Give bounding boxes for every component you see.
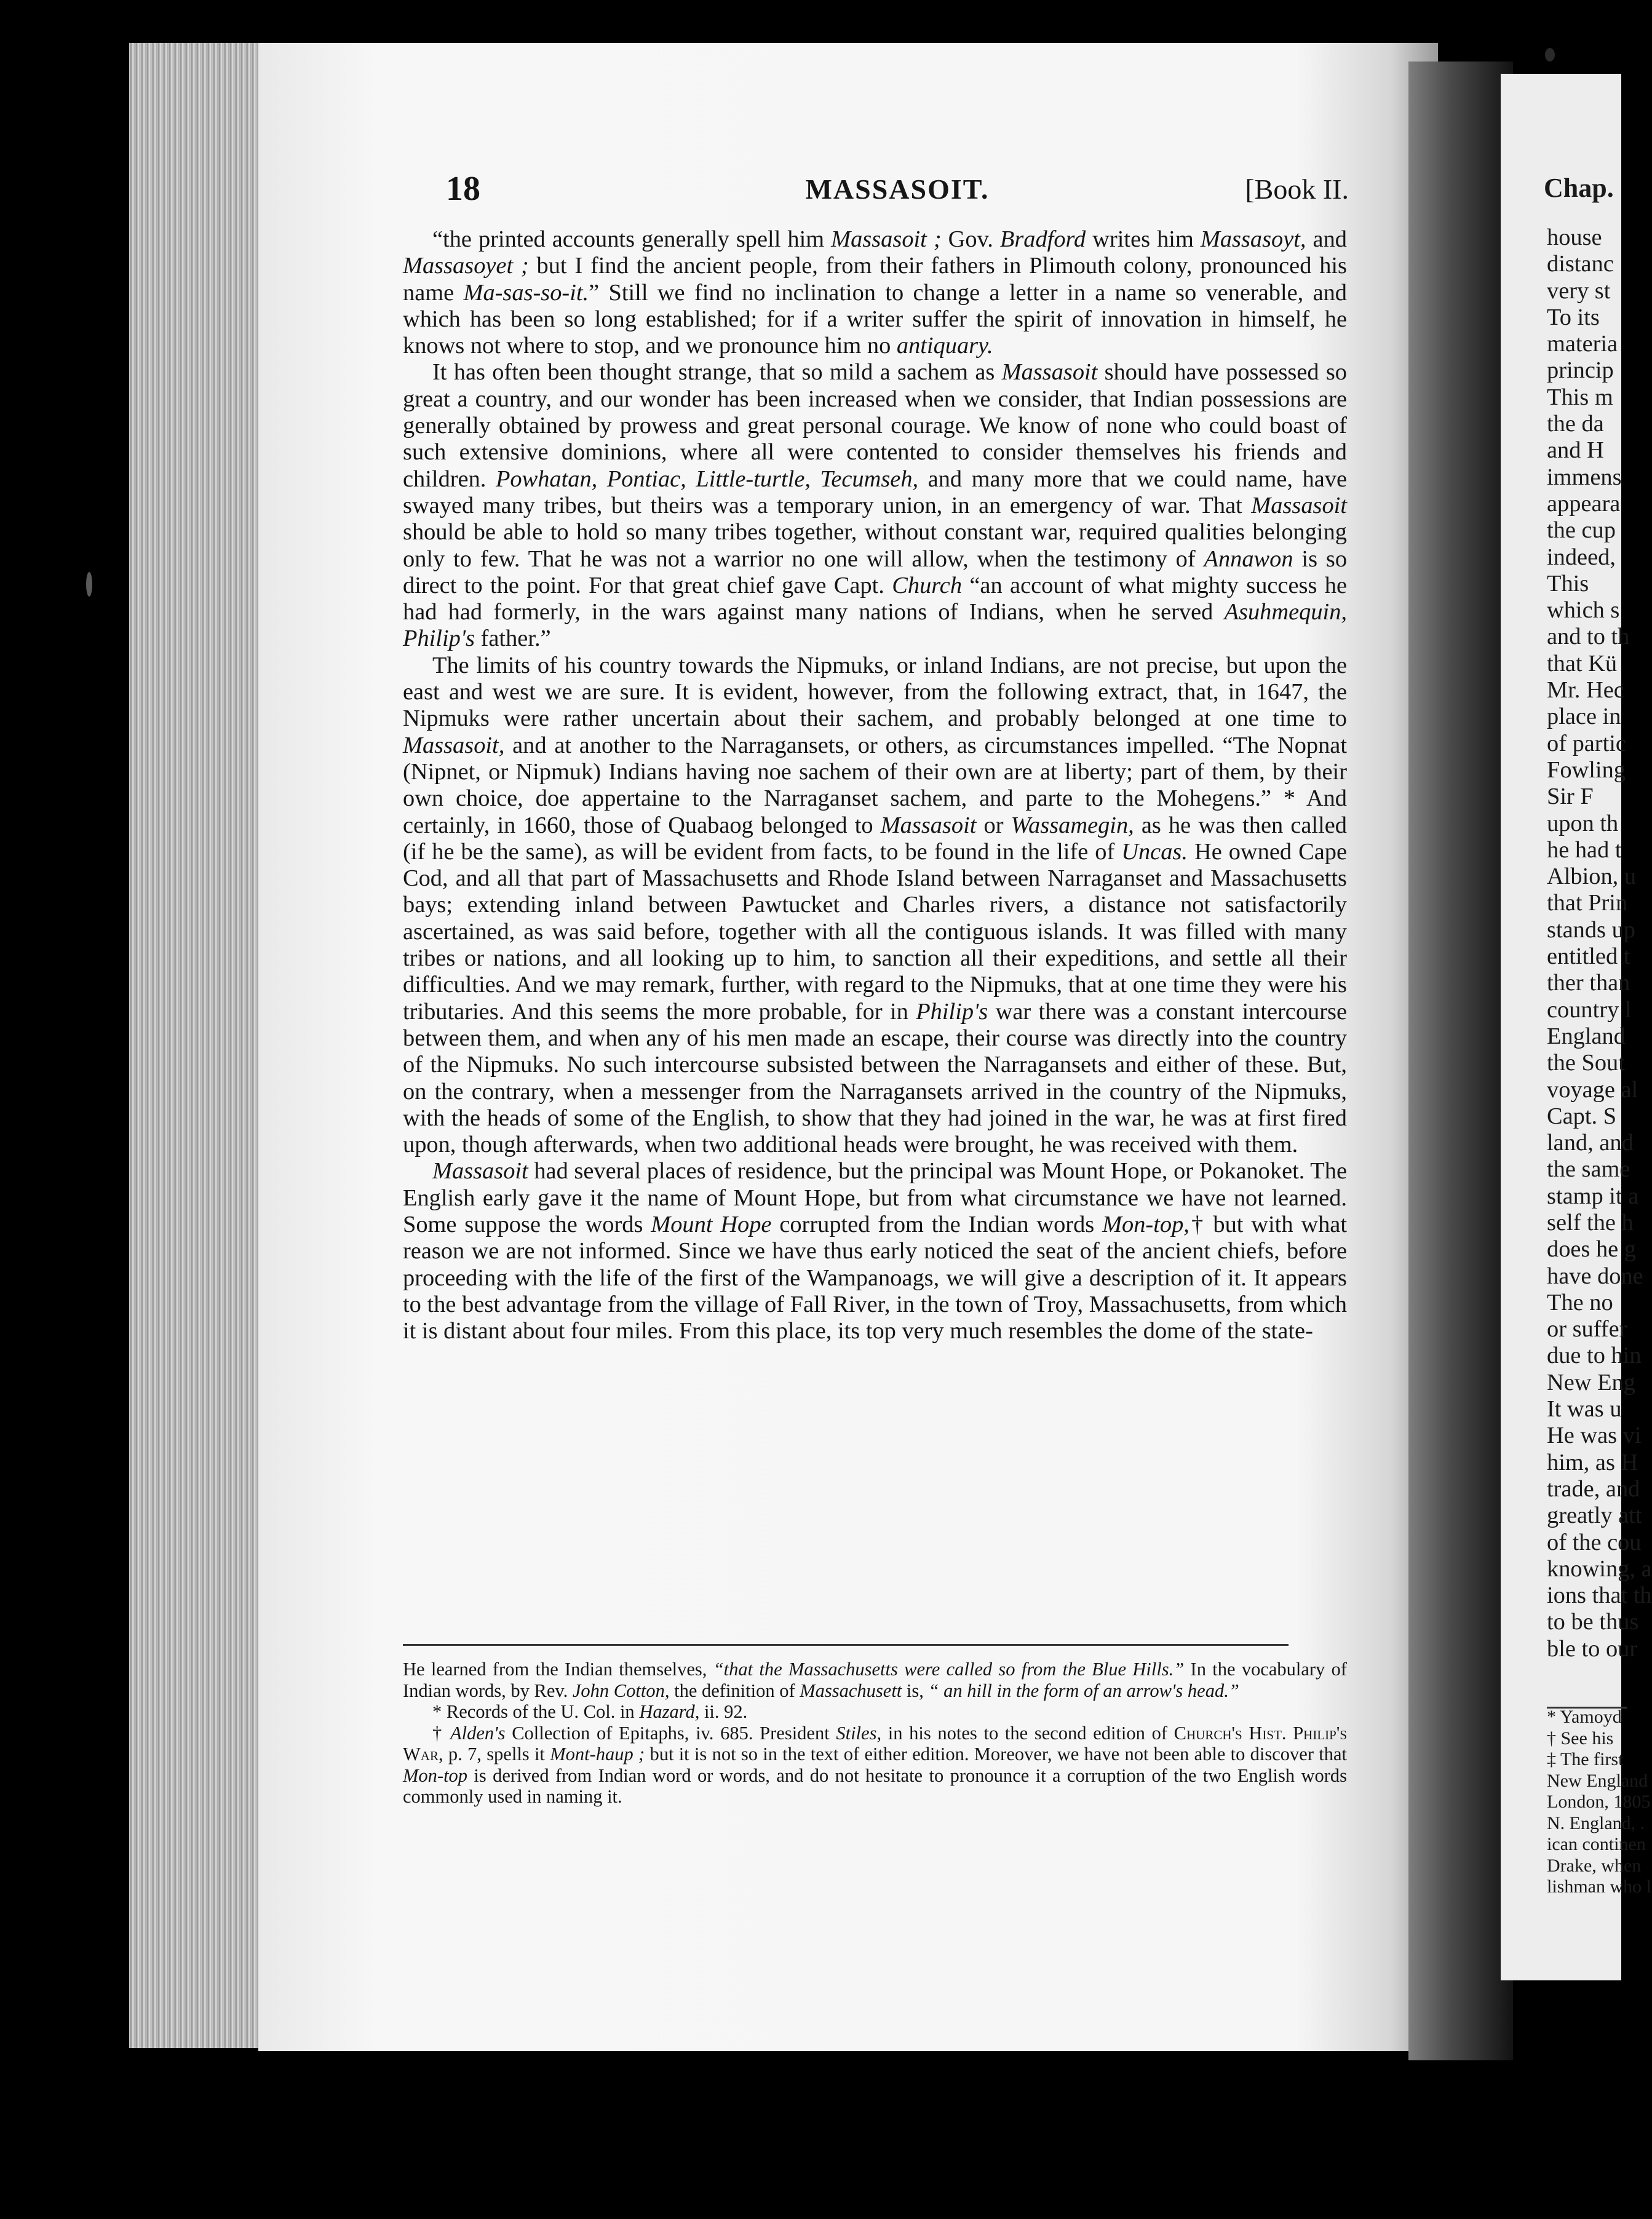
text-run: * Records of the U. Col. in: [432, 1701, 640, 1722]
facing-page-line: and to th: [1547, 624, 1630, 650]
footnote-paragraph: [403, 1659, 1347, 1701]
facing-page-line: self the h: [1547, 1209, 1634, 1236]
italic-text: Massasoit: [880, 812, 977, 838]
facing-page-line: indeed,: [1547, 544, 1616, 570]
facing-page-line: have done: [1547, 1263, 1643, 1289]
italic-text: “ an hill in the form of an arrow's head.”: [928, 1680, 1239, 1701]
italic-text: Mon-top: [403, 1764, 468, 1786]
facing-page-line: to be thus: [1547, 1609, 1639, 1635]
text-run: should have possessed so great a country, and our wonder has been increased when we consider, that Indian possessions are generally obtained by prowess and great personal courage. We know of none who could boast of such extensive dominions, where all were contented to consider themselves his friends and children.: [403, 359, 1347, 492]
text-run: is so direct to the point. For that great chief gave Capt.: [403, 546, 1348, 598]
facing-page-line: princip: [1547, 357, 1614, 384]
book-label: [Book II.: [1245, 173, 1349, 205]
italic-text: Stiles,: [836, 1722, 882, 1744]
facing-page-line: which s: [1547, 597, 1620, 624]
small-caps-text: Church's Hist. Philip's War,: [403, 1722, 1348, 1764]
facing-page-footnote-line: New England: [1547, 1770, 1648, 1791]
body-paragraph: [403, 1158, 1347, 1344]
text-run: ” Still we find no inclination to change a letter in a name so venerable, and which has been so long established; for if a writer suffer the spirit of innovation in himself, he knows not where to stop, and we pronounce him no: [403, 279, 1348, 359]
scan-speck: [1545, 48, 1555, 62]
facing-page-line: Sir F: [1547, 784, 1594, 810]
facing-page-line: stamp it a: [1547, 1183, 1639, 1209]
italic-text: Ma-sas-so-it.: [463, 279, 589, 306]
facing-page-line: that Kü: [1547, 650, 1618, 677]
facing-page-line: ble to our: [1547, 1635, 1638, 1662]
facing-page-footnote-line: ican continen: [1547, 1834, 1646, 1854]
text-run: and at another to the Narragansets, or others, as circumstances impelled. “The Nopnat (Nipnet, or Nipmuk) Indians having noe sachem of their own are at liberty; part of them, by their own choice, doe appertaine to the Narraganset sachem, and parte to the Mohegens.” * And certainly, in 1660, those of Quabaog belonged to: [403, 732, 1347, 838]
text-run: the definition of: [669, 1680, 800, 1701]
text-run: “the printed accounts generally spell him: [432, 226, 832, 252]
facing-page-line: voyage al: [1547, 1076, 1638, 1103]
facing-page-footnote-line: London, 1805: [1547, 1792, 1651, 1812]
facing-page-line: ions that th: [1547, 1582, 1652, 1609]
facing-page-line: ther than: [1547, 970, 1630, 996]
footnote-paragraph: [403, 1723, 1347, 1808]
facing-page-line: Fowling: [1547, 756, 1626, 783]
text-run: †: [432, 1722, 450, 1744]
italic-text: Massasoit: [1251, 492, 1347, 518]
italic-text: Bradford: [999, 226, 1086, 252]
italic-text: Annawon: [1204, 546, 1293, 572]
text-run: Gov.: [941, 226, 1000, 252]
text-run: He owned Cape Cod, and all that part of Massachusetts and Rhode Island between Narraganset and Massachusetts bays; extending inland between Pawtucket and Charles rivers, a distance not satisfactorily ascertained, as was said before, together with all the contiguous islands. It was filled with many tribes or nations, and all looking up to him, to sanction all their expeditions, and settle all their difficulties. And we may remark, further, with regard to the Nipmuks, that at one time they were his tributaries. And this seems the more probable, for in: [403, 838, 1347, 1025]
italic-text: Massasoit ;: [831, 226, 942, 252]
text-run: ii. 92.: [699, 1701, 748, 1722]
text-run: but I find the ancient people, from their fathers in Plimouth colony, pronounced his name: [403, 253, 1347, 306]
facing-page-line: To its: [1547, 304, 1600, 330]
facing-page-line: greatly att: [1547, 1502, 1642, 1529]
facing-page-line: materia: [1547, 331, 1618, 357]
facing-page-line: land, and: [1547, 1130, 1634, 1156]
text-run: In the vocabulary of Indian words, by Rev.: [403, 1659, 1348, 1701]
facing-page-line: This m: [1547, 384, 1613, 410]
text-run: The limits of his country towards the Nipmuks, or inland Indians, are not precise, but upon the east and west we are sure. It is evident, however, from the following extract, that, in 1647, the Nipmuks were rather uncertain about their sachem, and probably belonged at one time to: [403, 652, 1347, 732]
facing-page-line: appeara: [1547, 490, 1621, 517]
body-paragraph: [403, 359, 1347, 652]
facing-page-header: Chap.: [1544, 173, 1614, 203]
text-run: is derived from Indian word or words, and do not hesitate to pronounce it a corruption of the two English words commonly used in naming it.: [403, 1764, 1347, 1807]
facing-page-line: of the cou: [1547, 1529, 1642, 1555]
facing-page-text: [1547, 224, 1652, 1662]
italic-text: Alden's: [450, 1722, 506, 1744]
facing-page-line: does he g: [1547, 1236, 1636, 1263]
italic-text: Massasoyet ;: [403, 253, 529, 279]
facing-page-line: the da: [1547, 411, 1604, 437]
text-run: as he was then called (if he be the same), as will be evident from facts, to be found in the life of: [403, 812, 1347, 865]
running-title: MASSASOIT.: [805, 173, 990, 205]
italic-text: Massasoit: [1001, 359, 1098, 386]
facing-page-footnote-line: N. England, .: [1547, 1812, 1645, 1833]
text-run: or: [976, 812, 1011, 838]
text-run: and many more that we could name, have swayed many tribes, but theirs was a temporary union, in an emergency of war. That: [403, 466, 1347, 518]
text-run: corrupted from the Indian words: [771, 1211, 1103, 1237]
italic-text: Mont-haup ;: [550, 1744, 645, 1764]
body-paragraph: [403, 226, 1347, 359]
facing-page-line: New Eng: [1547, 1369, 1635, 1395]
facing-page-line: very st: [1547, 277, 1611, 304]
text-run: and: [1306, 226, 1347, 252]
footnote-paragraph: [403, 1701, 1347, 1723]
facing-page-line: Capt. S: [1547, 1103, 1617, 1129]
text-run: Collection of Epitaphs, iv. 685. President: [505, 1722, 836, 1744]
facing-page-line: entitled t: [1547, 943, 1630, 970]
text-run: war there was a constant intercourse between them, and when any of his men made an escape, their course was directly into the country of the Nipmuks. No such intercourse subsisted between the Narragansets and either of these. But, on the contrary, when a messenger from the Narragansets arrived in the country of the Nipmuks, with the heads of some of the English, to show that they had joined in the war, he was at first fired upon, though afterwards, when two additional heads were brought, he was received with them.: [403, 998, 1347, 1158]
facing-page-line: knowing, a: [1547, 1555, 1652, 1582]
italic-text: Hazard,: [639, 1701, 700, 1722]
text-run: writes him: [1086, 226, 1201, 252]
text-run: in his notes to the second edition of: [881, 1722, 1174, 1744]
facing-page-fragment: [1501, 74, 1652, 1980]
facing-page-line: the same: [1547, 1156, 1630, 1183]
facing-page-line: the Sout: [1547, 1050, 1625, 1076]
scan-page-edges: [129, 43, 277, 2048]
facing-page-line: Albion, u: [1547, 863, 1637, 890]
facing-page-line: country l: [1547, 996, 1632, 1023]
scan-speck: [86, 572, 92, 597]
facing-page-line: due to hin: [1547, 1343, 1642, 1369]
text-run: father.”: [475, 625, 551, 652]
facing-page-line: He was vi: [1547, 1423, 1642, 1449]
facing-page-line: England: [1547, 1023, 1626, 1049]
facing-page-line: and H: [1547, 437, 1604, 464]
facing-page-line: of partic: [1547, 730, 1626, 756]
facing-page-line: trade, and: [1547, 1475, 1640, 1502]
italic-text: Asuhmequin, Philip's: [403, 599, 1347, 652]
facing-page-line: him, as H: [1547, 1449, 1638, 1475]
text-run: He learned from the Indian themselves,: [403, 1659, 713, 1680]
italic-text: Massasoyt,: [1200, 226, 1306, 252]
italic-text: Powhatan, Pontiac, Little-turtle, Tecumseh,: [495, 466, 919, 492]
page-header: [446, 169, 1349, 212]
page-number: 18: [446, 170, 480, 208]
italic-text: John Cotton,: [572, 1680, 670, 1701]
facing-page-line: the cup: [1547, 517, 1616, 544]
facing-page-line: he had t: [1547, 836, 1622, 863]
facing-page-line: house: [1547, 224, 1602, 250]
facing-page-line: stands up: [1547, 916, 1635, 943]
facing-page-line: It was u: [1547, 1396, 1622, 1423]
facing-page-footnote-line: † See his: [1547, 1728, 1614, 1749]
facing-page-line: place in: [1547, 704, 1621, 730]
italic-text: Massachusett: [800, 1680, 902, 1701]
italic-text: Wassamegin,: [1011, 812, 1134, 838]
facing-page-footnotes: [1547, 1707, 1651, 1898]
main-text: [403, 226, 1347, 1344]
facing-page-line: or suffer: [1547, 1316, 1627, 1343]
italic-text: “that the Massachusetts were called so from the Blue Hills.”: [713, 1659, 1185, 1680]
text-run: is,: [902, 1680, 929, 1701]
italic-text: antiquary.: [896, 333, 993, 359]
page-gutter-shadow: [1408, 62, 1513, 2060]
text-run: p. 7, spells it: [443, 1744, 550, 1764]
text-run: had several places of residence, but the principal was Mount Hope, or Pokanoket. The English early gave it the name of Mount Hope, but from what circumstance we have not learned. Some suppose the words: [403, 1158, 1347, 1237]
italic-text: Philip's: [916, 998, 988, 1025]
footnotes: [403, 1659, 1347, 1808]
italic-text: Mount Hope: [651, 1211, 772, 1237]
italic-text: Massasoit: [432, 1158, 528, 1185]
text-run: It has often been thought strange, that so mild a sachem as: [432, 359, 1002, 386]
facing-page-line: immens: [1547, 464, 1622, 490]
facing-page-footnote-line: ‡ The first: [1547, 1749, 1624, 1769]
text-run: “an account of what mighty success he had had formerly, in the wars against many nations of Indians, when he served: [403, 572, 1347, 625]
facing-page-line: The no: [1547, 1289, 1613, 1316]
facing-page-footnote-line: * Yamoyd: [1547, 1707, 1622, 1727]
text-run: † but with what reason we are not informed. Since we have thus early noticed the seat of the ancient chiefs, before proceeding with the life of the first of the Wampanoags, we will give a description of it. It appears to the best advantage from the village of Fall River, in the town of Troy, Massachusetts, from which it is distant about four miles. From this place, its top very much resembles the dome of the state-: [403, 1211, 1348, 1344]
facing-page-line: upon th: [1547, 810, 1619, 836]
facing-page-line: This: [1547, 570, 1589, 597]
facing-page-footnote-line: lishman who l: [1547, 1876, 1651, 1897]
facing-page-line: Mr. Hec: [1547, 677, 1624, 704]
body-paragraph: [403, 653, 1347, 1159]
text-run: but it is not so in the text of either edition. Moreover, we have not been able to discover that: [645, 1744, 1347, 1764]
facing-page-line: distanc: [1547, 251, 1614, 277]
italic-text: Uncas.: [1121, 838, 1188, 865]
italic-text: Massasoit,: [403, 732, 505, 758]
italic-text: Mon-top,: [1102, 1211, 1189, 1237]
facing-page-line: that Prin: [1547, 890, 1628, 916]
text-run: should be able to hold so many tribes together, without constant war, required qualities belonging only to few. That he was not a warrior no one will allow, when the testimony of: [403, 519, 1347, 572]
facing-page-footnote-line: Drake, when: [1547, 1855, 1642, 1876]
italic-text: Church: [892, 572, 963, 598]
footnote-rule: [403, 1644, 1289, 1646]
